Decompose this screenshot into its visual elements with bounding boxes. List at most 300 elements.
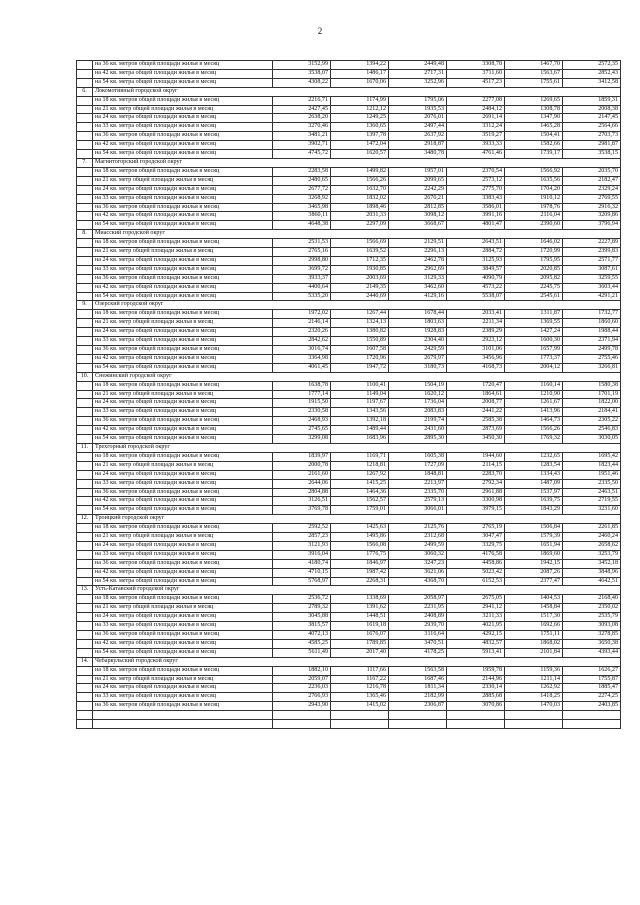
- row-description: на 54 кв. метра общей площади жилья в месяц: [93, 150, 273, 159]
- row-description: на 36 кв. метров общей площади жилья в месяц: [93, 61, 273, 70]
- value-cell: 3329,75: [447, 541, 505, 550]
- table-row: [77, 533, 621, 542]
- row-description: на 21 кв. метр общей площади жилья в месяц: [93, 105, 273, 114]
- value-cell: 2842,62: [273, 337, 331, 346]
- row-number: [77, 310, 93, 319]
- value-cell: 1418,25: [505, 693, 563, 702]
- value-cell: 3979,15: [447, 506, 505, 515]
- value-cell: 3538,07: [273, 69, 331, 78]
- row-number: [77, 426, 93, 435]
- section-row: [77, 87, 621, 96]
- value-cell: 3253,79: [563, 550, 621, 559]
- value-cell: 2236,03: [273, 684, 331, 693]
- value-cell: 2427,45: [273, 105, 331, 114]
- row-description: на 54 кв. метра общей площади жилья в месяц: [93, 78, 273, 87]
- value-cell: 1167,22: [331, 675, 389, 684]
- value-cell: 1380,82: [331, 328, 389, 337]
- value-cell: 2918,87: [389, 141, 447, 150]
- value-cell: 3456,96: [447, 354, 505, 363]
- row-number: [77, 720, 93, 729]
- table-row: [77, 711, 621, 720]
- value-cell: 1495,86: [331, 533, 389, 542]
- value-cell: 2182,99: [389, 693, 447, 702]
- value-cell: 2213,97: [389, 479, 447, 488]
- value-cell: 1499,82: [331, 167, 389, 176]
- value-cell: 1566,08: [331, 541, 389, 550]
- row-number: [77, 61, 93, 70]
- value-cell: 1504,41: [505, 132, 563, 141]
- row-number: [77, 96, 93, 105]
- value-cell: 5335,20: [273, 292, 331, 301]
- value-cell: 2297,09: [331, 221, 389, 230]
- value-cell: 1795,06: [389, 96, 447, 105]
- value-cell: 2035,70: [563, 167, 621, 176]
- value-cell: 1566,92: [505, 167, 563, 176]
- value-cell: 2857,23: [273, 533, 331, 542]
- value-cell: 2306,87: [389, 702, 447, 711]
- row-number: [77, 221, 93, 230]
- section-row: [77, 301, 621, 310]
- value-cell: 2571,77: [563, 256, 621, 265]
- value-cell: 1563,67: [505, 69, 563, 78]
- value-cell: 1803,63: [389, 319, 447, 328]
- value-cell: 5023,42: [447, 568, 505, 577]
- value-cell: 3796,94: [563, 221, 621, 230]
- table-row: [77, 141, 621, 150]
- row-number: [77, 604, 93, 613]
- row-number: [77, 577, 93, 586]
- row-number: [77, 533, 93, 542]
- value-cell: 2168,40: [563, 595, 621, 604]
- value-cell: 2058,97: [389, 595, 447, 604]
- value-cell: 2535,79: [563, 613, 621, 622]
- value-cell: 2658,62: [563, 541, 621, 550]
- table-row: [77, 426, 621, 435]
- row-number: [77, 461, 93, 470]
- value-cell: 3412,58: [563, 78, 621, 87]
- value-cell: 2717,31: [389, 69, 447, 78]
- section-row: [77, 657, 621, 666]
- value-cell: 1404,53: [505, 595, 563, 604]
- row-number: [77, 69, 93, 78]
- value-cell: 4573,22: [447, 283, 505, 292]
- tariff-table: [76, 60, 621, 729]
- value-cell: 1506,84: [505, 524, 563, 533]
- row-number: [77, 78, 93, 87]
- value-cell: 2242,29: [389, 185, 447, 194]
- table-body: [77, 61, 621, 729]
- row-number: 12.: [77, 515, 93, 524]
- row-description: на 33 кв. метра общей площади жилья в месяц: [93, 123, 273, 132]
- value-cell: 2943,90: [273, 702, 331, 711]
- row-number: [77, 185, 93, 194]
- row-number: [77, 105, 93, 114]
- table-row: [77, 150, 621, 159]
- table-row: [77, 274, 621, 283]
- table-row: [77, 123, 621, 132]
- row-description: на 36 кв. метров общей площади жилья в месяц: [93, 559, 273, 568]
- value-cell: 2431,60: [389, 426, 447, 435]
- value-cell: 3538,15: [563, 150, 621, 159]
- value-cell: 4021,95: [447, 622, 505, 631]
- value-cell: 1972,02: [273, 310, 331, 319]
- row-number: [77, 550, 93, 559]
- table-row: [77, 221, 621, 230]
- table-row: [77, 239, 621, 248]
- value-cell: 1759,01: [331, 506, 389, 515]
- row-description: на 42 кв. метра общей площади жилья в месяц: [93, 497, 273, 506]
- value-cell: 1832,02: [331, 194, 389, 203]
- value-cell: 2083,83: [389, 408, 447, 417]
- table-row: [77, 631, 621, 640]
- value-cell: 1848,81: [389, 470, 447, 479]
- value-cell: 1582,66: [505, 141, 563, 150]
- row-description: на 33 кв. метра общей площади жилья в месяц: [93, 693, 273, 702]
- section-title: Трехгорный городской округ: [93, 443, 621, 452]
- table-row: [77, 319, 621, 328]
- value-cell: 4393,44: [563, 648, 621, 657]
- value-cell: 2536,72: [273, 595, 331, 604]
- row-number: [77, 684, 93, 693]
- value-cell: 3300,98: [447, 497, 505, 506]
- value-cell: 1607,58: [331, 346, 389, 355]
- table-row: [77, 497, 621, 506]
- value-cell: 2129,51: [389, 239, 447, 248]
- value-cell: 2408,89: [389, 613, 447, 622]
- value-cell: 2149,35: [331, 283, 389, 292]
- value-cell: 1160,14: [505, 381, 563, 390]
- value-cell: 1638,78: [273, 381, 331, 390]
- row-description: на 24 кв. метра общей площади жилья в месяц: [93, 256, 273, 265]
- value-cell: 1947,72: [331, 363, 389, 372]
- table-row: [77, 310, 621, 319]
- value-cell: 3129,33: [389, 274, 447, 283]
- value-cell: 3991,16: [447, 212, 505, 221]
- row-number: [77, 274, 93, 283]
- row-number: [77, 176, 93, 185]
- table-row: [77, 470, 621, 479]
- value-cell: 1868,02: [505, 639, 563, 648]
- value-cell: 2245,75: [505, 283, 563, 292]
- value-cell: 1676,07: [331, 631, 389, 640]
- value-cell: 1360,65: [331, 123, 389, 132]
- table-row: [77, 212, 621, 221]
- value-cell: 1957,01: [389, 167, 447, 176]
- row-number: [77, 639, 93, 648]
- value-cell: 2116,04: [505, 212, 563, 221]
- value-cell: 2441,22: [447, 408, 505, 417]
- section-title: Троицкий городской округ: [93, 515, 621, 524]
- value-cell: 1600,30: [505, 337, 563, 346]
- value-cell: 3470,51: [389, 639, 447, 648]
- row-number: [77, 452, 93, 461]
- value-cell: 2564,66: [563, 123, 621, 132]
- row-description: на 21 кв. метр общей площади жилья в месяц: [93, 319, 273, 328]
- value-cell: 1720,96: [331, 354, 389, 363]
- section-title: Усть-Катавский городской округ: [93, 586, 621, 595]
- row-description: на 24 кв. метра общей площади жилья в месяц: [93, 185, 273, 194]
- value-cell: 4292,15: [447, 631, 505, 640]
- row-number: [77, 123, 93, 132]
- value-cell: 2939,70: [389, 622, 447, 631]
- value-cell: 1174,99: [331, 96, 389, 105]
- row-number: [77, 390, 93, 399]
- table-row: [77, 639, 621, 648]
- row-number: [77, 212, 93, 221]
- value-cell: 2305,22: [563, 417, 621, 426]
- row-description: на 36 кв. метров общей площади жилья в месяц: [93, 203, 273, 212]
- row-number: [77, 693, 93, 702]
- value-cell: 3093,08: [563, 622, 621, 631]
- value-cell: 4801,47: [447, 221, 505, 230]
- value-cell: 1308,78: [505, 105, 563, 114]
- value-cell: 3860,11: [273, 212, 331, 221]
- value-cell: 1869,60: [505, 550, 563, 559]
- value-cell: 2916,32: [563, 203, 621, 212]
- value-cell: 2211,34: [447, 319, 505, 328]
- value-cell: 2579,13: [389, 497, 447, 506]
- value-cell: 2804,88: [273, 488, 331, 497]
- value-cell: 2440,69: [331, 292, 389, 301]
- value-cell: 2449,48: [389, 61, 447, 70]
- row-number: [77, 524, 93, 533]
- value-cell: 4168,73: [447, 363, 505, 372]
- row-description: на 24 кв. метра общей площади жилья в месяц: [93, 470, 273, 479]
- value-cell: 1620,57: [331, 150, 389, 159]
- value-cell: [447, 711, 505, 720]
- value-cell: 1100,41: [331, 381, 389, 390]
- value-cell: 3364,98: [273, 354, 331, 363]
- value-cell: 2101,84: [505, 648, 563, 657]
- value-cell: 1218,81: [331, 461, 389, 470]
- value-cell: 1928,83: [389, 328, 447, 337]
- value-cell: 2076,01: [389, 114, 447, 123]
- value-cell: 1504,19: [389, 381, 447, 390]
- value-cell: 2161,60: [273, 470, 331, 479]
- value-cell: 4761,46: [447, 150, 505, 159]
- row-description: на 54 кв. метра общей площади жилья в месяц: [93, 648, 273, 657]
- value-cell: 4129,16: [389, 292, 447, 301]
- table-row: [77, 648, 621, 657]
- value-cell: 1632,70: [331, 185, 389, 194]
- value-cell: [505, 720, 563, 729]
- value-cell: 1776,75: [331, 550, 389, 559]
- value-cell: 1324,13: [331, 319, 389, 328]
- value-cell: [331, 720, 389, 729]
- table-row: [77, 479, 621, 488]
- table-row: [77, 390, 621, 399]
- row-description: на 33 кв. метра общей площади жилья в месяц: [93, 408, 273, 417]
- value-cell: 4178,25: [389, 648, 447, 657]
- row-number: 9.: [77, 301, 93, 310]
- row-description: на 36 кв. метров общей площади жилья в месяц: [93, 274, 273, 283]
- value-cell: 3259,55: [563, 274, 621, 283]
- value-cell: 1777,14: [273, 390, 331, 399]
- table-row: [77, 292, 621, 301]
- value-cell: 4176,58: [447, 550, 505, 559]
- value-cell: 2329,24: [563, 185, 621, 194]
- value-cell: 4642,51: [563, 577, 621, 586]
- value-cell: 1394,22: [331, 61, 389, 70]
- value-cell: 4368,70: [389, 577, 447, 586]
- value-cell: 3308,78: [447, 61, 505, 70]
- row-description: на 21 кв. метр общей площади жилья в месяц: [93, 461, 273, 470]
- value-cell: 2755,46: [563, 354, 621, 363]
- row-description: на 21 кв. метр общей площади жилья в месяц: [93, 248, 273, 257]
- value-cell: 1692,66: [505, 622, 563, 631]
- value-cell: 1988,44: [563, 328, 621, 337]
- value-cell: [563, 720, 621, 729]
- value-cell: 1935,53: [389, 105, 447, 114]
- value-cell: 2008,77: [447, 399, 505, 408]
- value-cell: 3462,60: [389, 283, 447, 292]
- value-cell: 1687,46: [389, 675, 447, 684]
- table-row: [77, 408, 621, 417]
- value-cell: [389, 720, 447, 729]
- row-description: на 36 кв. метров общей площади жилья в месяц: [93, 132, 273, 141]
- value-cell: 3125,93: [447, 256, 505, 265]
- value-cell: 3312,24: [447, 123, 505, 132]
- value-cell: 1343,56: [331, 408, 389, 417]
- table-row: [77, 684, 621, 693]
- table-row: [77, 132, 621, 141]
- value-cell: 2330,58: [273, 408, 331, 417]
- value-cell: 3916,04: [273, 550, 331, 559]
- value-cell: 2480,65: [273, 176, 331, 185]
- value-cell: 2531,53: [273, 239, 331, 248]
- row-number: 6.: [77, 87, 93, 96]
- value-cell: 3252,96: [389, 78, 447, 87]
- value-cell: 3268,92: [273, 194, 331, 203]
- value-cell: [331, 711, 389, 720]
- value-cell: 2199,74: [389, 417, 447, 426]
- value-cell: 1620,12: [389, 390, 447, 399]
- value-cell: 2087,26: [505, 568, 563, 577]
- row-description: на 21 кв. метр общей площади жилья в месяц: [93, 604, 273, 613]
- section-title: Локомотивный городской округ: [93, 87, 621, 96]
- value-cell: 2766,93: [273, 693, 331, 702]
- value-cell: 1467,70: [505, 61, 563, 70]
- row-description: на 42 кв. метра общей площади жилья в месяц: [93, 639, 273, 648]
- value-cell: 3247,23: [389, 559, 447, 568]
- row-number: [77, 666, 93, 675]
- value-cell: 2941,12: [447, 604, 505, 613]
- section-title: Миасский городской округ: [93, 230, 621, 239]
- value-cell: 2460,24: [563, 533, 621, 542]
- table-row: [77, 417, 621, 426]
- value-cell: [447, 720, 505, 729]
- row-description: на 33 кв. метра общей площади жилья в месяц: [93, 194, 273, 203]
- value-cell: 1425,63: [331, 524, 389, 533]
- value-cell: 2020,85: [505, 265, 563, 274]
- row-number: [77, 363, 93, 372]
- value-cell: 1458,84: [505, 604, 563, 613]
- value-cell: 1646,02: [505, 239, 563, 248]
- row-description: на 24 кв. метра общей площади жилья в месяц: [93, 613, 273, 622]
- value-cell: 1670,06: [331, 78, 389, 87]
- row-description: на 18 кв. метров общей площади жилья в месяц: [93, 310, 273, 319]
- value-cell: [563, 711, 621, 720]
- value-cell: 1885,47: [563, 684, 621, 693]
- value-cell: 2330,14: [447, 684, 505, 693]
- row-number: [77, 283, 93, 292]
- value-cell: 3101,06: [447, 346, 505, 355]
- value-cell: 2670,21: [389, 194, 447, 203]
- value-cell: 2585,38: [447, 417, 505, 426]
- section-title: Снежинский городской округ: [93, 372, 621, 381]
- value-cell: 5913,41: [447, 648, 505, 657]
- value-cell: 1701,19: [563, 390, 621, 399]
- table-row: [77, 702, 621, 711]
- section-row: [77, 515, 621, 524]
- section-row: [77, 158, 621, 167]
- value-cell: 1579,39: [505, 533, 563, 542]
- table-row: [77, 265, 621, 274]
- row-description: [93, 711, 273, 720]
- value-cell: 2852,43: [563, 69, 621, 78]
- value-cell: 2350,02: [563, 604, 621, 613]
- value-cell: 1987,42: [331, 568, 389, 577]
- value-cell: 3933,33: [447, 141, 505, 150]
- value-cell: 1415,02: [331, 702, 389, 711]
- value-cell: 3047,47: [447, 533, 505, 542]
- value-cell: 4745,72: [273, 150, 331, 159]
- row-description: на 33 кв. метра общей площади жилья в месяц: [93, 265, 273, 274]
- value-cell: 1712,35: [331, 256, 389, 265]
- value-cell: 1859,31: [563, 96, 621, 105]
- row-number: [77, 648, 93, 657]
- table-row: [77, 568, 621, 577]
- table-row: [77, 506, 621, 515]
- value-cell: 3060,32: [389, 550, 447, 559]
- value-cell: 3180,73: [389, 363, 447, 372]
- value-cell: 2637,92: [389, 132, 447, 141]
- value-cell: 2745,65: [273, 426, 331, 435]
- value-cell: 1465,28: [505, 123, 563, 132]
- value-cell: 1751,11: [505, 631, 563, 640]
- row-description: на 21 кв. метр общей площади жилья в месяц: [93, 675, 273, 684]
- value-cell: 1704,20: [505, 185, 563, 194]
- value-cell: 2592,52: [273, 524, 331, 533]
- value-cell: 2099,65: [389, 176, 447, 185]
- value-cell: [273, 711, 331, 720]
- value-cell: 1311,87: [505, 310, 563, 319]
- row-number: [77, 114, 93, 123]
- row-number: 8.: [77, 230, 93, 239]
- value-cell: 3711,60: [447, 69, 505, 78]
- row-number: [77, 346, 93, 355]
- value-cell: 2895,30: [389, 435, 447, 444]
- row-description: на 24 кв. метра общей площади жилья в месяц: [93, 114, 273, 123]
- value-cell: 1942,15: [505, 559, 563, 568]
- value-cell: 2304,40: [389, 337, 447, 346]
- value-cell: 1489,44: [331, 426, 389, 435]
- value-cell: 1267,44: [331, 310, 389, 319]
- value-cell: 2775,70: [447, 185, 505, 194]
- value-cell: 3769,78: [273, 506, 331, 515]
- value-cell: 1391,62: [331, 604, 389, 613]
- value-cell: 1864,61: [447, 390, 505, 399]
- value-cell: 3016,74: [273, 346, 331, 355]
- table-row: [77, 167, 621, 176]
- row-number: [77, 631, 93, 640]
- value-cell: 1267,92: [331, 470, 389, 479]
- row-description: на 42 кв. метра общей площади жилья в месяц: [93, 69, 273, 78]
- row-description: на 18 кв. метров общей площади жилья в месяц: [93, 381, 273, 390]
- value-cell: 3480,78: [389, 150, 447, 159]
- value-cell: 3278,85: [563, 631, 621, 640]
- row-description: на 21 кв. метр общей площади жилья в месяц: [93, 533, 273, 542]
